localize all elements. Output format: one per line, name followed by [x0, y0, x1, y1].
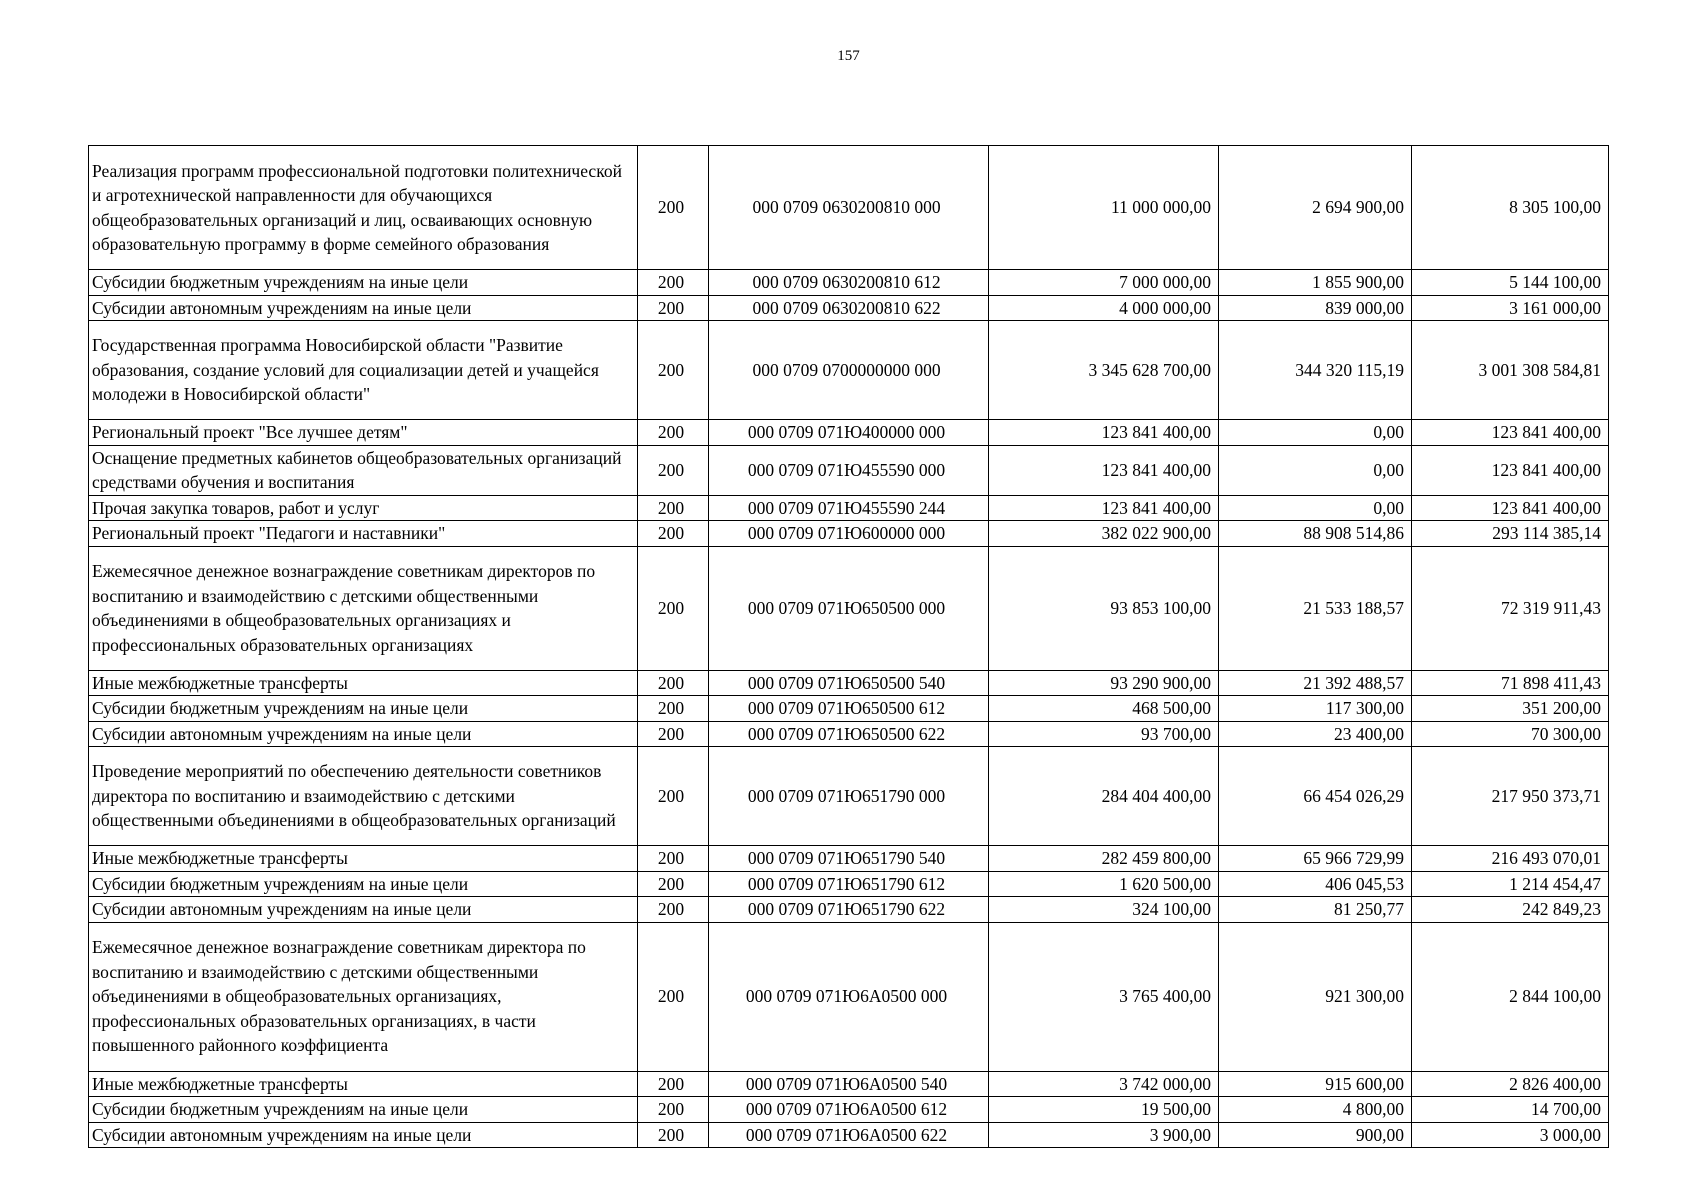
row-executed-cell: 4 800,00	[1219, 1097, 1412, 1123]
row-code-cell: 200	[638, 1071, 709, 1097]
row-unexecuted-cell: 2 826 400,00	[1412, 1071, 1609, 1097]
table-row	[89, 721, 1609, 747]
row-code-cell: 200	[638, 546, 709, 670]
row-approved-cell: 11 000 000,00	[989, 146, 1219, 270]
row-unexecuted-cell: 216 493 070,01	[1412, 846, 1609, 872]
row-approved-cell: 1 620 500,00	[989, 871, 1219, 897]
row-unexecuted-cell: 123 841 400,00	[1412, 420, 1609, 446]
row-kbk-cell: 000 0709 0630200810 612	[709, 270, 989, 296]
row-executed-cell: 81 250,77	[1219, 897, 1412, 923]
row-approved-cell: 324 100,00	[989, 897, 1219, 923]
row-code-cell: 200	[638, 420, 709, 446]
row-name-cell: Проведение мероприятий по обеспечению деятельности советников директора по воспитанию и взаимодействию с детскими общественными объединениями в общеобразовательных организаций	[89, 747, 638, 846]
row-code-cell: 200	[638, 321, 709, 420]
row-code-cell: 200	[638, 721, 709, 747]
row-code-cell: 200	[638, 495, 709, 521]
row-executed-cell: 0,00	[1219, 445, 1412, 495]
row-code-cell: 200	[638, 445, 709, 495]
row-unexecuted-cell: 3 001 308 584,81	[1412, 321, 1609, 420]
row-approved-cell: 3 900,00	[989, 1122, 1219, 1148]
table-row	[89, 270, 1609, 296]
table-row	[89, 747, 1609, 846]
row-executed-cell: 0,00	[1219, 420, 1412, 446]
table-row	[89, 420, 1609, 446]
row-name-cell: Субсидии автономным учреждениям на иные цели	[89, 897, 638, 923]
row-kbk-cell: 000 0709 071Ю650500 622	[709, 721, 989, 747]
row-unexecuted-cell: 3 161 000,00	[1412, 295, 1609, 321]
table-row	[89, 321, 1609, 420]
row-code-cell: 200	[638, 897, 709, 923]
row-unexecuted-cell: 123 841 400,00	[1412, 445, 1609, 495]
row-name-cell: Субсидии бюджетным учреждениям на иные цели	[89, 1097, 638, 1123]
row-name-cell: Иные межбюджетные трансферты	[89, 846, 638, 872]
table-body	[89, 146, 1609, 1148]
row-name-cell: Государственная программа Новосибирской области "Развитие образования, создание условий для социализации детей и учащейся молодежи в Новосибирской области"	[89, 321, 638, 420]
table-row	[89, 846, 1609, 872]
row-unexecuted-cell: 217 950 373,71	[1412, 747, 1609, 846]
row-approved-cell: 19 500,00	[989, 1097, 1219, 1123]
row-unexecuted-cell: 293 114 385,14	[1412, 521, 1609, 547]
row-executed-cell: 1 855 900,00	[1219, 270, 1412, 296]
row-executed-cell: 921 300,00	[1219, 922, 1412, 1071]
row-kbk-cell: 000 0709 071Ю650500 540	[709, 670, 989, 696]
row-approved-cell: 4 000 000,00	[989, 295, 1219, 321]
row-unexecuted-cell: 14 700,00	[1412, 1097, 1609, 1123]
row-code-cell: 200	[638, 696, 709, 722]
row-executed-cell: 21 533 188,57	[1219, 546, 1412, 670]
row-code-cell: 200	[638, 747, 709, 846]
row-executed-cell: 0,00	[1219, 495, 1412, 521]
row-kbk-cell: 000 0709 071Ю6А0500 612	[709, 1097, 989, 1123]
row-unexecuted-cell: 5 144 100,00	[1412, 270, 1609, 296]
budget-execution-table	[88, 145, 1609, 1148]
row-name-cell: Субсидии автономным учреждениям на иные цели	[89, 721, 638, 747]
row-name-cell: Ежемесячное денежное вознаграждение советникам директоров по воспитанию и взаимодействию с детскими общественными объединениями в общеобразовательных организациях и профессиональных образовательных организациях	[89, 546, 638, 670]
row-approved-cell: 3 765 400,00	[989, 922, 1219, 1071]
row-approved-cell: 468 500,00	[989, 696, 1219, 722]
row-name-cell: Региональный проект "Все лучшее детям"	[89, 420, 638, 446]
row-approved-cell: 7 000 000,00	[989, 270, 1219, 296]
row-approved-cell: 123 841 400,00	[989, 445, 1219, 495]
table-row	[89, 922, 1609, 1071]
row-kbk-cell: 000 0709 071Ю400000 000	[709, 420, 989, 446]
row-name-cell: Субсидии автономным учреждениям на иные цели	[89, 295, 638, 321]
row-unexecuted-cell: 3 000,00	[1412, 1122, 1609, 1148]
row-kbk-cell: 000 0709 071Ю6А0500 000	[709, 922, 989, 1071]
row-kbk-cell: 000 0709 071Ю455590 000	[709, 445, 989, 495]
row-approved-cell: 93 700,00	[989, 721, 1219, 747]
row-kbk-cell: 000 0709 0630200810 000	[709, 146, 989, 270]
row-code-cell: 200	[638, 295, 709, 321]
row-approved-cell: 3 345 628 700,00	[989, 321, 1219, 420]
row-code-cell: 200	[638, 871, 709, 897]
row-approved-cell: 123 841 400,00	[989, 495, 1219, 521]
row-name-cell: Субсидии бюджетным учреждениям на иные цели	[89, 270, 638, 296]
row-name-cell: Субсидии автономным учреждениям на иные цели	[89, 1122, 638, 1148]
row-approved-cell: 123 841 400,00	[989, 420, 1219, 446]
table-row	[89, 871, 1609, 897]
row-executed-cell: 117 300,00	[1219, 696, 1412, 722]
row-name-cell: Иные межбюджетные трансферты	[89, 1071, 638, 1097]
table-row	[89, 495, 1609, 521]
row-kbk-cell: 000 0709 071Ю600000 000	[709, 521, 989, 547]
table-row	[89, 897, 1609, 923]
row-kbk-cell: 000 0709 071Ю651790 612	[709, 871, 989, 897]
row-code-cell: 200	[638, 1097, 709, 1123]
row-kbk-cell: 000 0709 071Ю651790 000	[709, 747, 989, 846]
row-kbk-cell: 000 0709 071Ю650500 612	[709, 696, 989, 722]
row-executed-cell: 344 320 115,19	[1219, 321, 1412, 420]
row-code-cell: 200	[638, 270, 709, 296]
row-unexecuted-cell: 8 305 100,00	[1412, 146, 1609, 270]
row-unexecuted-cell: 71 898 411,43	[1412, 670, 1609, 696]
row-kbk-cell: 000 0709 071Ю650500 000	[709, 546, 989, 670]
row-executed-cell: 88 908 514,86	[1219, 521, 1412, 547]
row-unexecuted-cell: 242 849,23	[1412, 897, 1609, 923]
row-approved-cell: 93 290 900,00	[989, 670, 1219, 696]
table-row	[89, 546, 1609, 670]
row-code-cell: 200	[638, 670, 709, 696]
row-name-cell: Ежемесячное денежное вознаграждение советникам директора по воспитанию и взаимодействию с детскими общественными объединениями в общеобразовательных организациях, профессиональных образовательных организациях, в части повышенного районного коэффициента	[89, 922, 638, 1071]
row-unexecuted-cell: 123 841 400,00	[1412, 495, 1609, 521]
table-row	[89, 1071, 1609, 1097]
row-kbk-cell: 000 0709 071Ю6А0500 622	[709, 1122, 989, 1148]
row-executed-cell: 2 694 900,00	[1219, 146, 1412, 270]
row-kbk-cell: 000 0709 071Ю651790 622	[709, 897, 989, 923]
row-code-cell: 200	[638, 922, 709, 1071]
row-kbk-cell: 000 0709 071Ю455590 244	[709, 495, 989, 521]
row-executed-cell: 900,00	[1219, 1122, 1412, 1148]
table-row	[89, 1122, 1609, 1148]
row-executed-cell: 406 045,53	[1219, 871, 1412, 897]
row-unexecuted-cell: 72 319 911,43	[1412, 546, 1609, 670]
row-approved-cell: 282 459 800,00	[989, 846, 1219, 872]
row-kbk-cell: 000 0709 071Ю651790 540	[709, 846, 989, 872]
row-name-cell: Субсидии бюджетным учреждениям на иные цели	[89, 871, 638, 897]
row-code-cell: 200	[638, 521, 709, 547]
row-executed-cell: 915 600,00	[1219, 1071, 1412, 1097]
table-row	[89, 146, 1609, 270]
row-executed-cell: 66 454 026,29	[1219, 747, 1412, 846]
row-kbk-cell: 000 0709 071Ю6А0500 540	[709, 1071, 989, 1097]
row-name-cell: Региональный проект "Педагоги и наставники"	[89, 521, 638, 547]
row-executed-cell: 23 400,00	[1219, 721, 1412, 747]
row-unexecuted-cell: 1 214 454,47	[1412, 871, 1609, 897]
row-approved-cell: 382 022 900,00	[989, 521, 1219, 547]
row-name-cell: Иные межбюджетные трансферты	[89, 670, 638, 696]
page-number: 157	[837, 48, 860, 64]
row-executed-cell: 65 966 729,99	[1219, 846, 1412, 872]
row-name-cell: Субсидии бюджетным учреждениям на иные цели	[89, 696, 638, 722]
table-row	[89, 670, 1609, 696]
row-unexecuted-cell: 351 200,00	[1412, 696, 1609, 722]
row-code-cell: 200	[638, 1122, 709, 1148]
row-kbk-cell: 000 0709 0700000000 000	[709, 321, 989, 420]
row-approved-cell: 284 404 400,00	[989, 747, 1219, 846]
table-row	[89, 1097, 1609, 1123]
row-approved-cell: 93 853 100,00	[989, 546, 1219, 670]
row-executed-cell: 839 000,00	[1219, 295, 1412, 321]
row-approved-cell: 3 742 000,00	[989, 1071, 1219, 1097]
table-row	[89, 295, 1609, 321]
row-name-cell: Прочая закупка товаров, работ и услуг	[89, 495, 638, 521]
row-name-cell: Оснащение предметных кабинетов общеобразовательных организаций средствами обучения и воспитания	[89, 445, 638, 495]
row-code-cell: 200	[638, 846, 709, 872]
table-row	[89, 521, 1609, 547]
row-kbk-cell: 000 0709 0630200810 622	[709, 295, 989, 321]
row-code-cell: 200	[638, 146, 709, 270]
table-row	[89, 445, 1609, 495]
row-name-cell: Реализация программ профессиональной подготовки политехнической и агротехнической направленности для обучающихся общеобразовательных организаций и лиц, осваивающих основную образовательную программу в форме семейного образования	[89, 146, 638, 270]
row-executed-cell: 21 392 488,57	[1219, 670, 1412, 696]
row-unexecuted-cell: 70 300,00	[1412, 721, 1609, 747]
row-unexecuted-cell: 2 844 100,00	[1412, 922, 1609, 1071]
table-row	[89, 696, 1609, 722]
